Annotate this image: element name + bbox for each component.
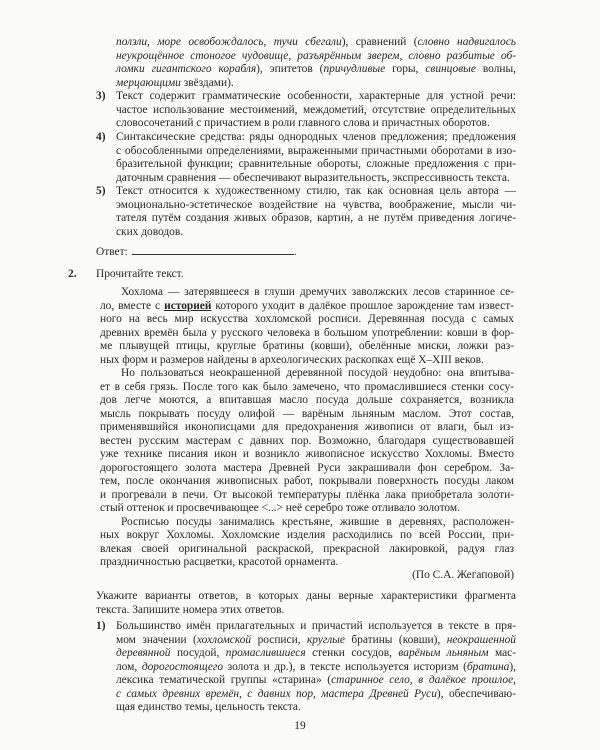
- text-line: [100, 489, 514, 503]
- italic-example: старинное село, в далёкое прошлое,: [331, 674, 516, 686]
- text-run: ),: [509, 660, 516, 673]
- text-line: [116, 185, 516, 199]
- text-line: [100, 435, 514, 449]
- text-line: [96, 590, 516, 604]
- text-run: древних времён была у русского человека в большом употреблении: ковши в фор-: [100, 326, 514, 339]
- italic-example: ползли, море освобождалось, тучи сбегали: [116, 36, 342, 48]
- text-run: уже технике писания икон и возникло живописное искусство Хохломы. Вместо: [100, 448, 514, 460]
- option-number: 5): [96, 185, 106, 197]
- page-number: 19: [294, 720, 306, 732]
- text-run: дов легче моются, а впитавшая масло посуда дольше сохраняется, возникла: [100, 394, 514, 406]
- text-run: Большинство имён прилагательных и причастий используется в тексте в пря-: [116, 620, 516, 632]
- text-line: [116, 36, 516, 50]
- text-author: (По С.А. Жегаповой): [412, 569, 514, 581]
- text-run: братины (ковши),: [344, 633, 447, 646]
- text-run: ), эпитетов (: [256, 63, 324, 75]
- text-run: мом значении (: [116, 633, 197, 646]
- text-run: ных форм и размеров найдены в археологических раскопках ещё X–XIII веков.: [100, 353, 484, 366]
- italic-example: словно надвигалось: [417, 36, 516, 48]
- text-run: и прогревали в печи. От высокой температуры плёнка лака приобретала золоти-: [100, 488, 514, 501]
- text-run: ), обеспечиваю-: [436, 687, 516, 700]
- text-line: [116, 158, 516, 172]
- italic-example: промаслившиеся: [225, 647, 306, 659]
- text-line: [100, 300, 514, 314]
- text-line: [100, 327, 514, 341]
- task-question: [96, 590, 516, 617]
- text-line: [96, 604, 516, 618]
- text-line: [116, 199, 516, 213]
- italic-example: братина: [466, 660, 510, 673]
- text-line: [100, 313, 514, 327]
- text-line: [100, 448, 514, 462]
- text-run: которого уходит в далёкое прошлое зарождение там извест-: [211, 299, 514, 312]
- text-run: посудой,: [170, 647, 226, 659]
- text-line: [116, 50, 516, 64]
- text-run: Текст содержит грамматические особенности, характерные для устной речи:: [116, 90, 516, 102]
- text-paragraph-3: [100, 516, 514, 570]
- text-line: [116, 688, 516, 702]
- text-line: [100, 462, 514, 476]
- option-4-text: [116, 131, 516, 185]
- answer-line: [96, 245, 297, 260]
- text-paragraph-2: [100, 367, 514, 516]
- highlighted-word: историей: [164, 299, 212, 312]
- text-run: бразительной функции; сравнительные обороты, сложные предложения с при-: [116, 158, 516, 170]
- previous-item-continuation: [116, 36, 516, 90]
- text-run: вестен русским мастерам с давних пор. Возможно, благодаря существовавшей: [100, 434, 514, 447]
- text-run: мас-: [488, 647, 517, 659]
- text-run: тем, после окончания живописных работ, покрывали поверхность посуды лаком: [100, 475, 514, 487]
- text-run: стенки сосудов,: [305, 647, 399, 659]
- text-run: волны,: [475, 63, 516, 75]
- task-number: 2.: [68, 268, 77, 280]
- text-run: мысль покрывать посуду олифой — варёным льняным маслом. Этот состав,: [100, 407, 514, 420]
- italic-example: деревянной: [116, 647, 171, 659]
- option-number: 3): [96, 90, 106, 102]
- text-line: [116, 226, 516, 240]
- text-run: Текст относится к художественному стилю, так как основная цель автора —: [116, 185, 516, 197]
- text-line: [100, 475, 514, 489]
- text-line: [116, 145, 516, 159]
- text-run: звёздами).: [180, 76, 234, 89]
- text-run: применявшийся иконописцами для предохранения живописи от влаги, был из-: [100, 421, 514, 433]
- text-line: [116, 77, 516, 91]
- text-paragraph-1: [100, 286, 514, 367]
- italic-example: варёным льняным: [398, 647, 489, 659]
- text-line: [116, 647, 516, 661]
- answer-end: .: [293, 246, 297, 258]
- text-run: ло, вместе с: [100, 299, 165, 312]
- text-run: тателя путём создания живых образов, картин, а не путём приведения логиче-: [116, 212, 516, 224]
- task-instruction: Прочитайте текст.: [96, 268, 184, 280]
- text-line: [100, 354, 514, 368]
- text-run: ного на весь мир искусства хохломской росписи. Деревянная посуда с самых: [100, 313, 514, 325]
- text-line: [116, 90, 516, 104]
- text-run: даточным сравнения — обеспечивают выразительность, экспрессивность текста.: [116, 171, 510, 184]
- option-3-text: [116, 90, 516, 131]
- text-run: частое использование местоимений, междометий, отсутствие определительных: [116, 103, 516, 116]
- text-run: Хохлома — затерявшееся в глуши дремучих заволжских лесов старинное се-: [121, 286, 514, 298]
- text-run: Синтаксические средства: ряды однородных членов предложения; предложения: [116, 131, 516, 143]
- text-line: [100, 340, 514, 354]
- text-line: [116, 634, 516, 648]
- italic-example: с самых древних времён, с давних пор, мастера Древней Руси: [116, 687, 437, 700]
- text-run: лом,: [116, 660, 142, 673]
- text-line: [116, 661, 516, 675]
- text-line: [116, 212, 516, 226]
- option-1-text: [116, 620, 516, 715]
- italic-example: дорогостоящего: [141, 660, 224, 673]
- text-line: [116, 104, 516, 118]
- text-line: [100, 367, 514, 381]
- text-run: Росписью посуды занимались крестьяне, жившие в деревнях, расположен-: [121, 515, 514, 528]
- italic-example: круглые: [306, 633, 345, 646]
- option-number: 1): [96, 620, 106, 632]
- italic-example: хохломской: [196, 633, 252, 646]
- text-line: [100, 381, 514, 395]
- text-run: ных вокруг Хохломы. Хохломские изделия расходились по всей России, при-: [100, 529, 514, 541]
- text-line: [100, 408, 514, 422]
- text-line: [100, 502, 514, 516]
- text-run: ме плывущей птицы, круглые братины (ковши), обелённые миски, ложки раз-: [100, 340, 514, 352]
- text-run: золота и др.), в тексте используется историзм (: [223, 660, 467, 673]
- text-run: с обособленными определениями, выраженными причастными оборотами в изо-: [116, 144, 516, 157]
- text-run: горы,: [385, 63, 426, 75]
- italic-example: причудливые: [323, 63, 386, 75]
- text-run: росписи,: [251, 633, 307, 646]
- text-run: стый оттенок и просвечивающее <...> неё серебро тоже отливало золотом.: [100, 502, 460, 514]
- italic-example: мерцающими: [116, 76, 181, 89]
- text-line: [116, 620, 516, 634]
- text-run: Но пользоваться неокрашенной деревянной посудой неудобно: она впитыва-: [121, 367, 514, 379]
- text-line: [100, 394, 514, 408]
- text-line: [116, 117, 516, 131]
- text-line: [100, 421, 514, 435]
- italic-example: ломки гигантского корабля: [116, 63, 257, 75]
- text-line: [116, 131, 516, 145]
- text-line: [116, 674, 516, 688]
- text-run: словосочетаний с причастием в роли главного слова и причастных оборотов.: [116, 117, 490, 129]
- option-number: 4): [96, 131, 106, 143]
- text-line: [116, 63, 516, 77]
- text-line: [100, 556, 514, 570]
- text-line: [116, 701, 516, 715]
- text-line: [100, 529, 514, 543]
- text-line: [100, 516, 514, 530]
- text-run: дорогостоящего золота мастера Древней Руси закрашивали фон серебром. За-: [100, 461, 514, 474]
- text-run: текста. Запишите номера этих ответов.: [96, 603, 285, 616]
- italic-example: неукрощённое стоногое чудовище, разъярённым зверем, словно разбитые об-: [116, 49, 516, 62]
- answer-blank[interactable]: [132, 245, 294, 255]
- italic-example: свинцовые: [425, 63, 476, 75]
- italic-example: неокрашенной: [446, 633, 517, 646]
- text-run: лексика тематической группы «старина» (: [116, 674, 332, 686]
- text-line: [100, 286, 514, 300]
- text-run: щая единство темы, цельность текста.: [116, 701, 301, 713]
- text-run: ет в себя грязь. После того как было замечено, что промаслившиеся стенки сосу-: [100, 380, 514, 393]
- answer-label: Ответ:: [96, 246, 128, 258]
- text-run: эмоционально-эстетическое воздействие на чувства, воображение, мысли чи-: [116, 198, 516, 211]
- text-line: [116, 172, 516, 186]
- text-run: праздничностью расцветки, красотой орнамента.: [100, 556, 339, 568]
- option-5-text: [116, 185, 516, 239]
- text-run: Укажите варианты ответов, в которых даны верные характеристики фрагмента: [96, 590, 516, 602]
- text-run: ), сравнений (: [341, 36, 418, 48]
- text-line: [100, 543, 514, 557]
- text-run: ских доводов.: [116, 225, 184, 238]
- text-run: влекая своей оригинальной раскраской, прекрасной лакировкой, радуя глаз: [100, 542, 514, 555]
